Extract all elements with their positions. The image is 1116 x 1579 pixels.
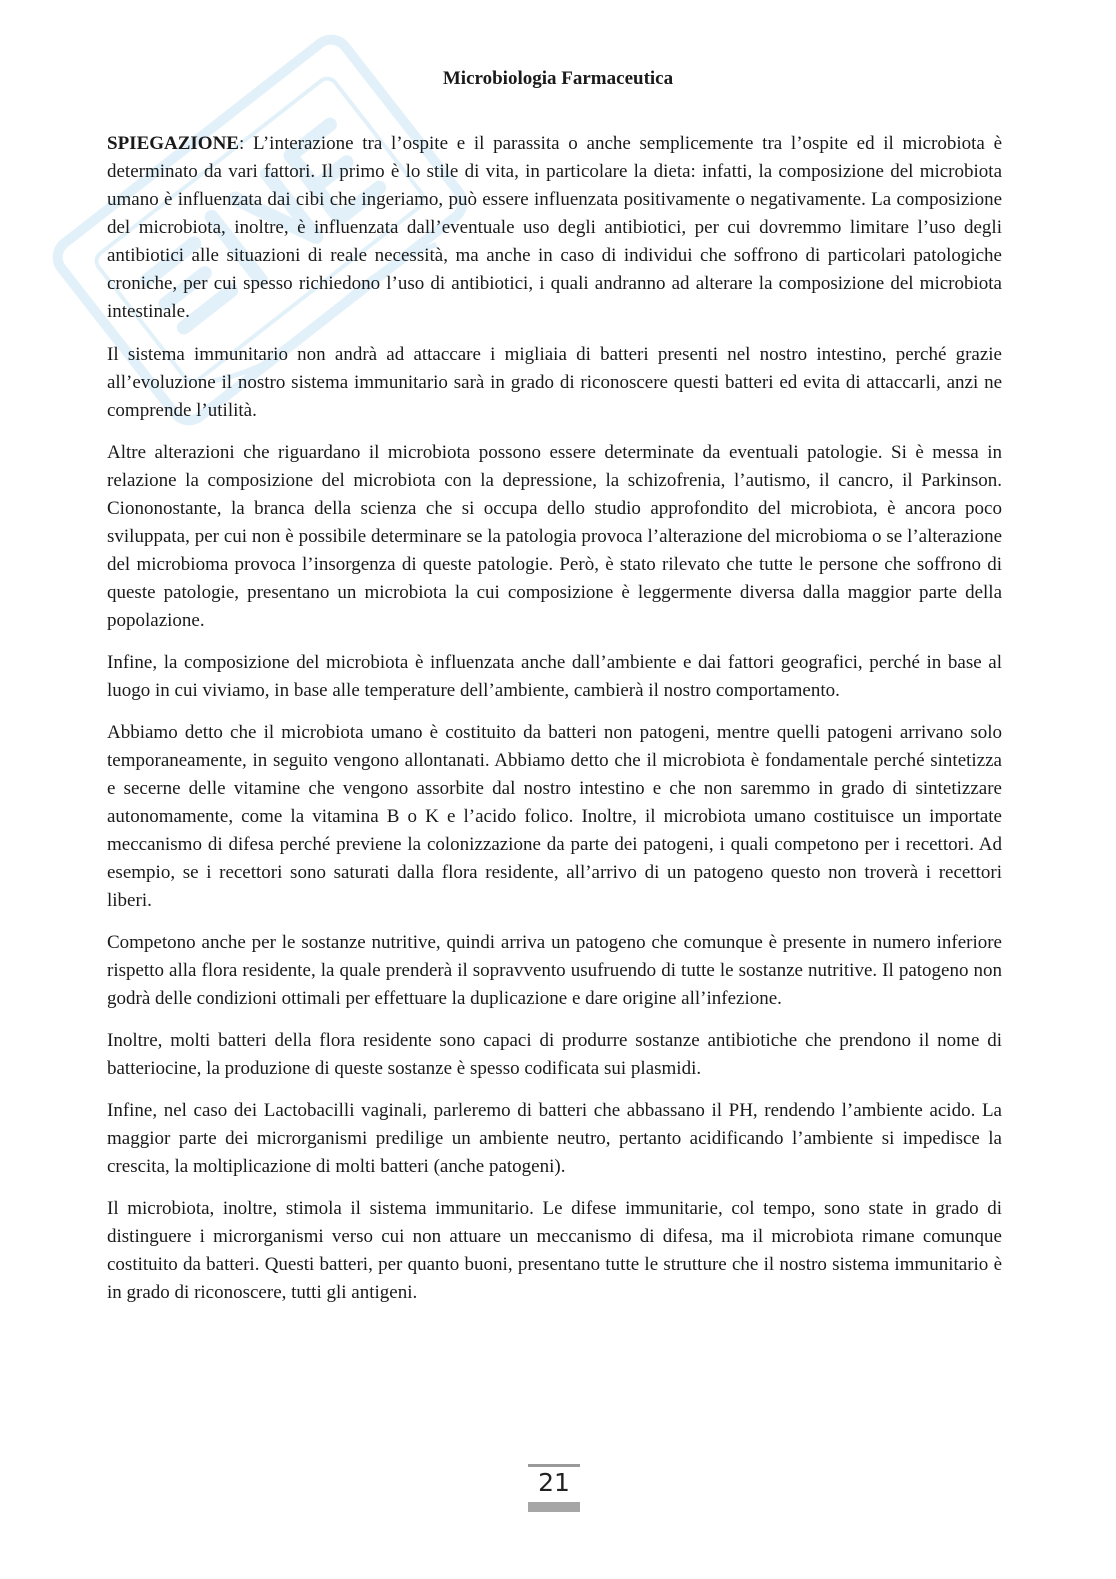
paragraph-spiegazione xyxy=(107,130,1002,326)
paragraph-text: : L’interazione tra l’ospite e il parassita o anche semplicemente tra l’ospite ed il microbiota è determinato da vari fattori. Il primo è lo stile di vita, in particolare la dieta: infatti, la composizione del microbiota umano è influenzata dai cibi che ingeriamo, può essere influenzata positivamente o negativamente. La composizione del microbiota, inoltre, è influenzata dall’eventuale uso degli antibiotici, per cui dovremmo limitare l’uso degli antibiotici alle situazioni di reale necessità, ma anche in caso di individui che soffrono di particolari patologiche croniche, per cui spesso richiedono l’uso di antibiotici, i quali andranno ad alterare la composizione del microbiota intestinale. xyxy=(107,133,1002,322)
paragraph-sistema-immunitario-stimolo: Il microbiota, inoltre, stimola il sistema immunitario. Le difese immunitarie, col tempo, sono state in grado di distinguere i microrganismi verso cui non attuare un meccanismo di difesa, ma il microbiota rimane comunque costituito da batteri. Questi batteri, per quanto buoni, presentano tutte le strutture che il nostro sistema immunitario è in grado di riconoscere, tutti gli antigeni. xyxy=(107,1198,1002,1303)
page-number-text: 21 xyxy=(538,1468,570,1497)
paragraph-sostanze-nutritive: Competono anche per le sostanze nutritive, quindi arriva un patogeno che comunque è presente in numero inferiore rispetto alla flora residente, la quale prenderà il sopravvento usufruendo di tutte le sostanze nutritive. Il patogeno non godrà delle condizioni ottimali per effettuare la duplicazione e dare origine all’infezione. xyxy=(107,932,1002,1009)
page-number xyxy=(528,1468,580,1497)
paragraph-sistema-immunitario: Il sistema immunitario non andrà ad attaccare i migliaia di batteri presenti nel nostro intestino, perché grazie all’evoluzione il nostro sistema immunitario sarà in grado di riconoscere questi batteri ed evita di attaccarli, anzi ne comprende l’utilità. xyxy=(107,344,1002,421)
paragraph-lead-label: SPIEGAZIONE xyxy=(107,133,239,154)
paragraph-lactobacilli: Infine, nel caso dei Lactobacilli vaginali, parleremo di batteri che abbassano il PH, rendendo l’ambiente acido. La maggior parte dei microrganismi predilige un ambiente neutro, pertanto acidificando l’ambiente si impedisce la crescita, la moltiplicazione di molti batteri (anche patogeni). xyxy=(107,1100,1002,1177)
page-number-bottom-bar xyxy=(528,1502,580,1512)
paragraph-alterazioni: Altre alterazioni che riguardano il microbiota possono essere determinate da eventuali patologie. Si è messa in relazione la composizione del microbiota con la depressione, la schizofrenia, l’autismo, il cancro, il Parkinson. Ciononostante, la branca della scienza che si occupa dello studio approfondito del microbiota, è ancora poco sviluppata, per cui non è possibile determinare se la patologia provoca l’alterazione del microbioma o se l’alterazione del microbioma provoca l’insorgenza di queste patologie. Però, è stato rilevato che tutte le persone che soffrono di queste patologie, presentano un microbiota la cui composizione è leggermente diversa dalla maggior parte della popolazione. xyxy=(107,442,1002,631)
paragraph-batteriocine: Inoltre, molti batteri della flora residente sono capaci di produrre sostanze antibiotiche che prendono il nome di batteriocine, la produzione di queste sostanze è spesso codificata sui plasmidi. xyxy=(107,1030,1002,1079)
page-header-title: Microbiologia Farmaceutica xyxy=(442,68,674,89)
paragraph-microbiota-umano: Abbiamo detto che il microbiota umano è costituito da batteri non patogeni, mentre quelli patogeni arrivano solo temporaneamente, in seguito vengono allontanati. Abbiamo detto che il microbiota è fondamentale perché sintetizza e secerne delle vitamine che vengono assorbite dal nostro intestino e che non saremmo in grado di sintetizzare autonomamente, come la vitamina B o K e l’acido folico. Inoltre, il microbiota umano costituisce un importate meccanismo di difesa perché previene la colonizzazione da parte dei patogeni, i quali competono per i recettori. Ad esempio, se i recettori sono saturati dalla flora residente, all’arrivo di un patogeno questo non troverà i recettori liberi. xyxy=(107,722,1002,911)
page-number-top-rule xyxy=(528,1464,580,1467)
paragraph-ambiente: Infine, la composizione del microbiota è influenzata anche dall’ambiente e dai fattori geografici, perché in base al luogo in cui viviamo, in base alle temperature dell’ambiente, cambierà il nostro comportamento. xyxy=(107,652,1002,701)
document-body xyxy=(107,130,1002,1321)
